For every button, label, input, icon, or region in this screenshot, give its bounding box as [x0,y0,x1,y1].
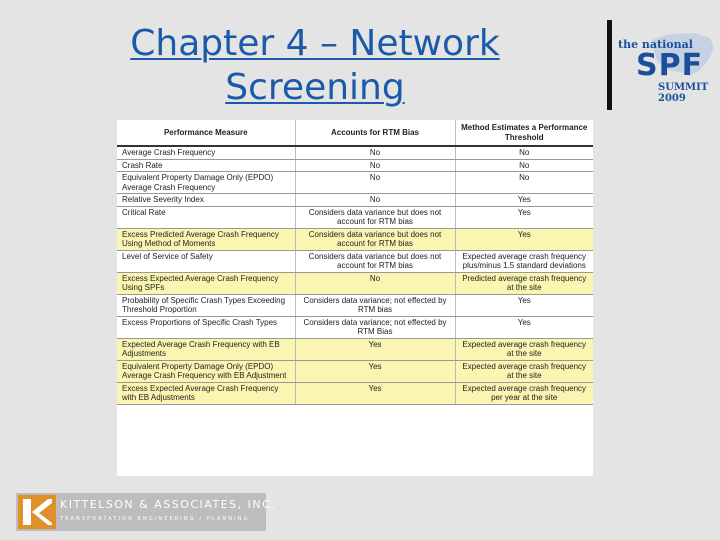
cell-performance-measure: Critical Rate [117,206,295,228]
cell-performance-threshold: Expected average crash frequency at the site [455,338,593,360]
spf-summit-logo [614,28,718,104]
table-row [117,146,593,159]
header-accounts-for-rtm-bias: Accounts for RTM Bias [295,120,455,146]
table-row [117,382,593,404]
cell-performance-threshold: Yes [455,228,593,250]
cell-performance-threshold: Yes [455,294,593,316]
kittelson-k-icon [18,495,56,529]
header-performance-threshold: Method Estimates a Performance Threshold [455,120,593,146]
cell-performance-measure: Excess Expected Average Crash Frequency Using SPFs [117,272,295,294]
cell-performance-measure: Relative Severity Index [117,194,295,207]
slide-title-line1: Chapter 4 – Network [130,23,500,64]
cell-rtm-bias: Yes [295,338,455,360]
table-row [117,194,593,207]
cell-rtm-bias: Yes [295,382,455,404]
cell-rtm-bias: Yes [295,360,455,382]
table-row [117,316,593,338]
table-row [117,338,593,360]
slide-title-line2: Screening [225,67,405,108]
cell-performance-measure: Excess Expected Average Crash Frequency with EB Adjustments [117,382,295,404]
cell-rtm-bias: No [295,272,455,294]
cell-performance-measure: Equivalent Property Damage Only (EPDO) Average Crash Frequency [117,172,295,194]
header-performance-measure: Performance Measure [117,120,295,146]
cell-performance-measure: Crash Rate [117,159,295,172]
kittelson-tagline: TRANSPORTATION ENGINEERING / PLANNING [60,516,250,522]
cell-rtm-bias: No [295,172,455,194]
cell-performance-threshold: Expected average crash frequency per year at the site [455,382,593,404]
cell-rtm-bias: No [295,194,455,207]
title-divider-bar [607,20,612,110]
cell-performance-measure: Equivalent Property Damage Only (EPDO) Average Crash Frequency with EB Adjustment [117,360,295,382]
cell-rtm-bias: Considers data variance; not effected by RTM Bias [295,316,455,338]
spf-logo-line1: the national [618,38,693,51]
spf-logo-line3: SUMMIT 2009 [658,82,709,104]
slide-title [80,22,550,110]
cell-rtm-bias: No [295,159,455,172]
table-row [117,172,593,194]
table-row [117,250,593,272]
cell-performance-measure: Excess Proportions of Specific Crash Types [117,316,295,338]
cell-performance-measure: Excess Predicted Average Crash Frequency Using Method of Moments [117,228,295,250]
table-body [117,146,593,404]
cell-performance-threshold: Yes [455,316,593,338]
table-row [117,228,593,250]
kittelson-firm-name: KITTELSON & ASSOCIATES, INC. [60,498,277,511]
table-row [117,294,593,316]
cell-rtm-bias: Considers data variance but does not account for RTM bias [295,250,455,272]
cell-performance-threshold: No [455,159,593,172]
cell-rtm-bias: Considers data variance; not effected by RTM bias [295,294,455,316]
table-header-row [117,120,593,146]
cell-rtm-bias: Considers data variance but does not account for RTM bias [295,206,455,228]
cell-performance-threshold: No [455,146,593,159]
table-row [117,272,593,294]
cell-performance-threshold: Predicted average crash frequency at the site [455,272,593,294]
kittelson-logo [16,493,277,531]
table-row [117,360,593,382]
cell-performance-measure: Probability of Specific Crash Types Exceeding Threshold Proportion [117,294,295,316]
cell-performance-threshold: No [455,172,593,194]
table-row [117,159,593,172]
cell-rtm-bias: Considers data variance but does not account for RTM bias [295,228,455,250]
network-screening-table [117,120,593,476]
cell-rtm-bias: No [295,146,455,159]
cell-performance-threshold: Yes [455,194,593,207]
cell-performance-measure: Average Crash Frequency [117,146,295,159]
cell-performance-measure: Expected Average Crash Frequency with EB Adjustments [117,338,295,360]
table-row [117,206,593,228]
cell-performance-threshold: Expected average crash frequency at the site [455,360,593,382]
cell-performance-threshold: Expected average crash frequency plus/minus 1.5 standard deviations [455,250,593,272]
cell-performance-measure: Level of Service of Safety [117,250,295,272]
cell-performance-threshold: Yes [455,206,593,228]
spf-logo-line2: SPF [636,48,704,83]
